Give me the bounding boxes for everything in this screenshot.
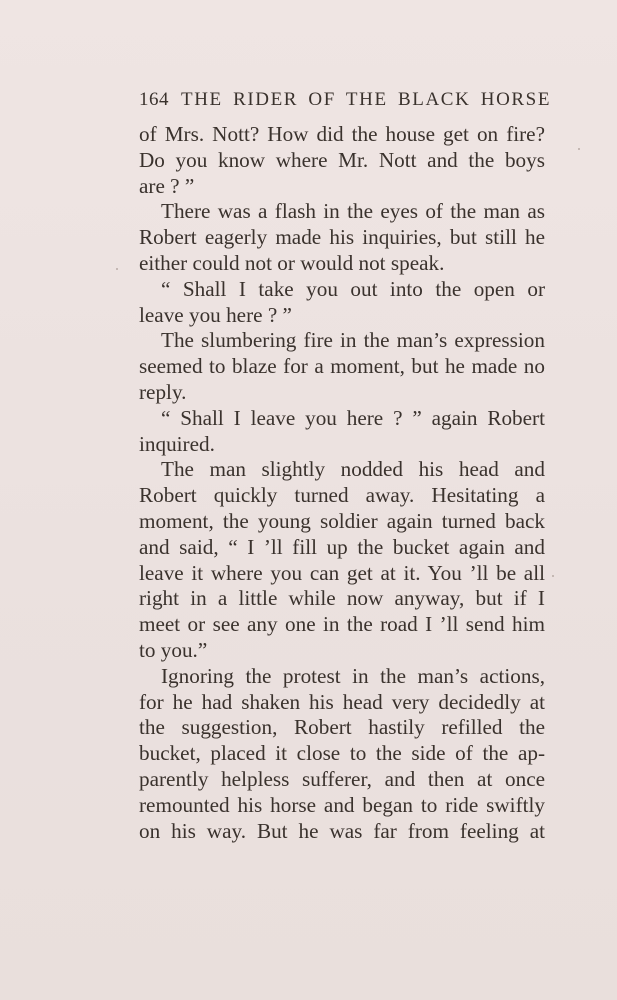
- text-line: are ? ”: [139, 173, 195, 198]
- text-line: remounted his horse and began to ride swiftly: [139, 792, 545, 817]
- running-header: [139, 89, 552, 111]
- text-line: on his way. But he was far from feeling at: [139, 818, 545, 843]
- text-line: reply.: [139, 379, 187, 404]
- text-line: of Mrs. Nott? How did the house get on fire?: [139, 122, 545, 146]
- text-line: There was a flash in the eyes of the man as: [161, 199, 545, 224]
- text-line: The slumbering fire in the man’s expression: [161, 328, 545, 353]
- running-title: THE RIDER OF THE BLACK HORSE: [181, 89, 552, 110]
- text-line: leave it where you can get at it. You ’ll be all: [139, 560, 545, 585]
- page-number: 164: [139, 89, 169, 110]
- paper-speck: [578, 148, 580, 150]
- text-line: Robert quickly turned away. Hesitating a: [139, 483, 545, 508]
- text-line: and said, “ I ’ll fill up the bucket again and: [139, 534, 545, 559]
- text-line: moment, the young soldier again turned back: [139, 508, 545, 533]
- text-line: Ignoring the protest in the man’s actions,: [161, 663, 545, 688]
- text-line: either could not or would not speak.: [139, 250, 445, 275]
- text-line: inquired.: [139, 431, 215, 456]
- body-text: [139, 122, 545, 844]
- text-line: the suggestion, Robert hastily refilled the: [139, 715, 545, 740]
- text-line: meet or see any one in the road I ’ll send him: [139, 612, 545, 637]
- paper-speck: [552, 575, 554, 577]
- text-line: leave you here ? ”: [139, 302, 292, 327]
- text-line: to you.”: [139, 637, 208, 662]
- text-line: “ Shall I leave you here ? ” again Robert: [161, 405, 545, 430]
- text-line: parently helpless sufferer, and then at once: [139, 766, 545, 791]
- text-line: right in a little while now anyway, but if I: [139, 586, 545, 611]
- text-line: “ Shall I take you out into the open or: [161, 276, 545, 301]
- text-line: The man slightly nodded his head and: [161, 457, 545, 482]
- text-line: Robert eagerly made his inquiries, but still he: [139, 225, 545, 250]
- text-line: bucket, placed it close to the side of the ap-: [139, 741, 545, 766]
- text-line: for he had shaken his head very decidedly at: [139, 689, 545, 714]
- paper-speck: [116, 268, 118, 270]
- text-line: seemed to blaze for a moment, but he made no: [139, 354, 545, 379]
- text-line: Do you know where Mr. Nott and the boys: [139, 147, 545, 172]
